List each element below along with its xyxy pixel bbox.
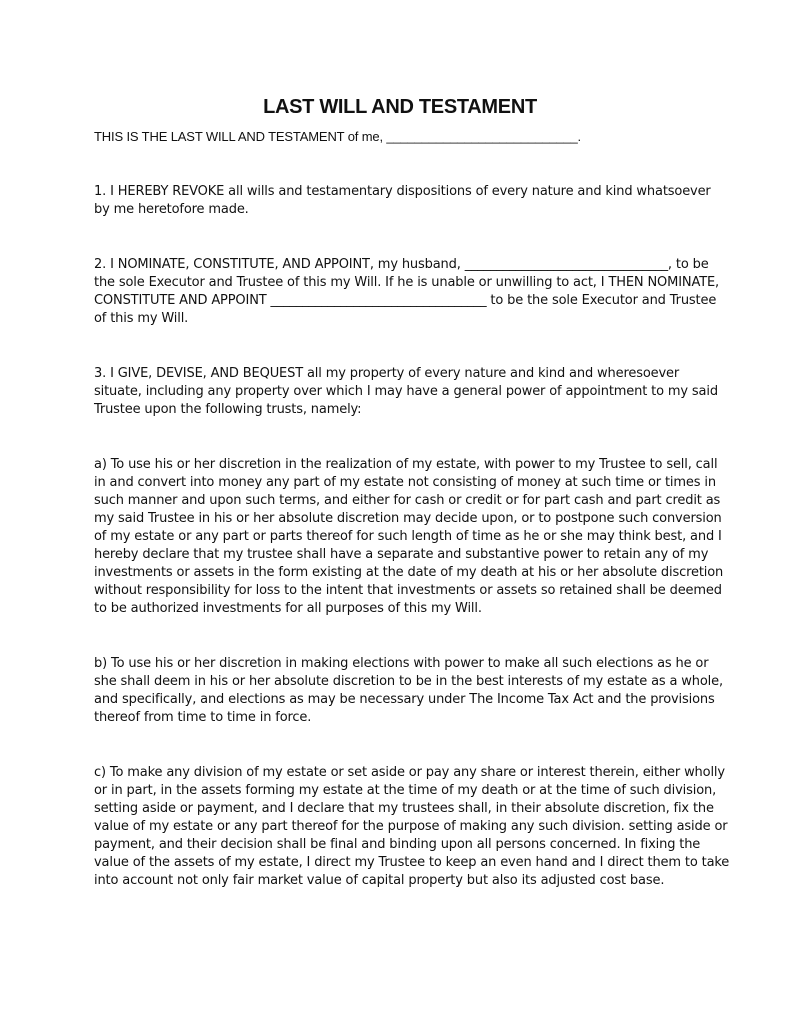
clause-1-revocation: 1. I HEREBY REVOKE all wills and testamentary dispositions of every nature and kind whatsoever by me heretofore made. <box>94 184 711 217</box>
clause-2-executor-appointment: 2. I NOMINATE, CONSTITUTE, AND APPOINT, my husband, ________________________________, to be the sole Executor and Trustee of this my Will. If he is unable or unwilling to act, I THEN NOMINATE, CONSTITUTE AND APPOINT __________________________________ to be the sole Executor and Trustee of this my Will. <box>94 257 720 326</box>
clause-3b-elections: b) To use his or her discretion in making elections with power to make all such elections as he or she shall deem in his or her absolute discretion to be in the best interests of my estate as a whole, and specifically, and elections as may be necessary under The Income Tax Act and the provisions thereof from time to time in force. <box>94 656 723 725</box>
clause-3a-realization: a) To use his or her discretion in the realization of my estate, with power to my Trustee to sell, call in and convert into money any part of my estate not consisting of money at such time or times in such manner and upon such terms, and either for cash or credit or for part cash and part credit as my said Trustee in his or her absolute discretion may decide upon, or to postpone such conversion of my estate or any part or parts thereof for such length of time as he or she may think best, and I hereby declare that my trustee shall have a separate and substantive power to retain any of my investments or assets in the form existing at the date of my death at his or her absolute discretion without responsibility for loss to the intent that investments or assets so retained shall be deemed to be authorized investments for all purposes of this my Will. <box>94 457 724 616</box>
clause-3-bequest: 3. I GIVE, DEVISE, AND BEQUEST all my property of every nature and kind and wheresoever situate, including any property over which I may have a general power of appointment to my said Trustee upon the following trusts, namely: <box>94 366 718 417</box>
clause-3c-division: c) To make any division of my estate or set aside or pay any share or interest therein, either wholly or in part, in the assets forming my estate at the time of my death or at the time of such division, setting aside or payment, and I declare that my trustees shall, in their absolute discretion, fix the value of my estate or any part thereof for the purpose of making any such division. setting aside or payment, and their decision shall be final and binding upon all persons concerned. In fixing the value of the assets of my estate, I direct my Trustee to keep an even hand and I direct them to take into account not only fair market value of capital property but also its adjusted cost base. <box>94 765 730 888</box>
document-title: LAST WILL AND TESTAMENT <box>263 96 537 118</box>
intro-line: THIS IS THE LAST WILL AND TESTAMENT of me, ___________________________. <box>94 129 582 144</box>
